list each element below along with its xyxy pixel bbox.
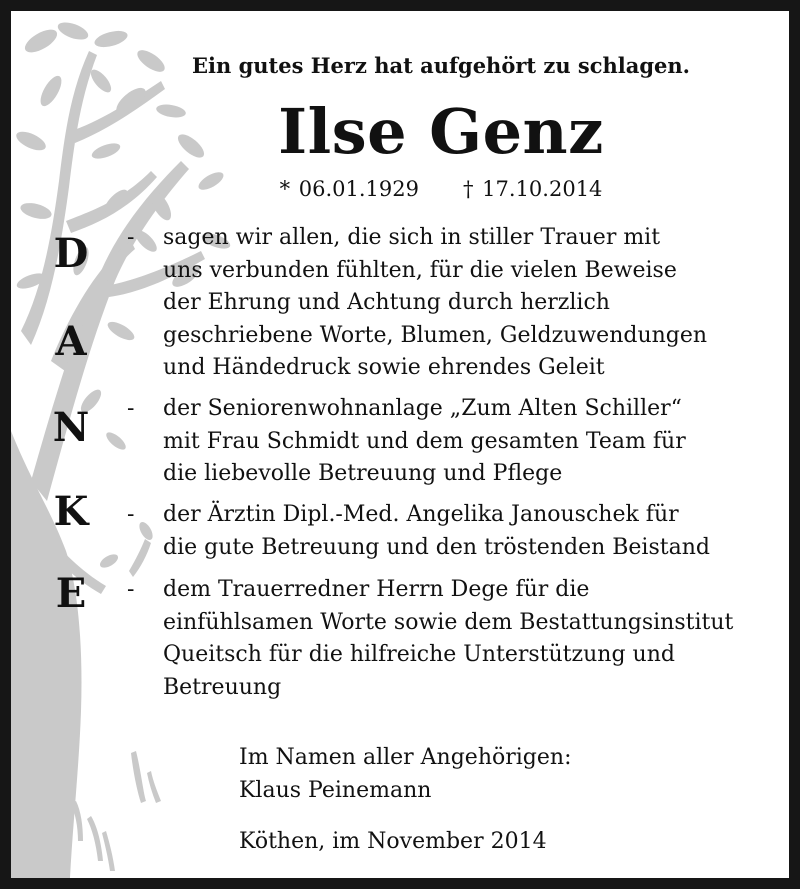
danke-letter-k: K xyxy=(53,488,89,535)
thanks-line: und Händedruck sowie ehrendes Geleit xyxy=(163,355,605,381)
thanks-item-1 xyxy=(163,222,793,385)
thanks-line: die gute Betreuung und den tröstenden Beistand xyxy=(163,534,710,560)
notice-content xyxy=(11,11,800,889)
dash-3: - xyxy=(127,502,135,527)
signer-name: Klaus Peinemann xyxy=(239,778,432,803)
thanks-line: der Seniorenwohnanlage „Zum Alten Schiller“ xyxy=(163,396,682,421)
headline: Ein gutes Herz hat aufgehört zu schlagen. xyxy=(192,53,690,78)
life-dates xyxy=(11,177,800,201)
danke-letter-a: A xyxy=(55,318,87,365)
thanks-line: die liebevolle Betreuung und Pflege xyxy=(163,461,563,487)
dash-4: - xyxy=(127,577,135,602)
dash-1: - xyxy=(127,225,135,250)
thanks-line: geschriebene Worte, Blumen, Geldzuwendungen xyxy=(163,322,708,348)
death-date: † 17.10.2014 xyxy=(463,177,603,201)
thanks-item-3 xyxy=(163,499,793,564)
deceased-name: Ilse Genz xyxy=(278,95,604,168)
thanks-item-2 xyxy=(163,393,793,491)
thanks-line: der Ärztin Dipl.-Med. Angelika Janouschek für xyxy=(163,502,679,527)
thanks-line: uns verbunden fühlten, für die vielen Beweise xyxy=(163,257,677,283)
thanks-line: dem Trauerredner Herrn Dege für die xyxy=(163,577,590,602)
thanks-line: sagen wir allen, die sich in stiller Trauer mit xyxy=(163,225,661,250)
danke-letter-n: N xyxy=(52,404,90,451)
thanks-line: der Ehrung und Achtung durch herzlich xyxy=(163,290,610,316)
thanks-line: Queitsch für die hilfreiche Unterstützung und xyxy=(163,642,675,668)
thanks-line: einfühlsamen Worte sowie dem Bestattungsinstitut xyxy=(163,609,734,635)
birth-date: * 06.01.1929 xyxy=(279,177,419,201)
dash-2: - xyxy=(127,396,135,421)
thanks-item-4 xyxy=(163,574,793,704)
place-date: Köthen, im November 2014 xyxy=(239,829,547,854)
thanks-line: mit Frau Schmidt und dem gesamten Team für xyxy=(163,428,686,454)
thanks-line: Betreuung xyxy=(163,674,282,700)
danke-letter-d: D xyxy=(53,230,89,277)
danke-letter-e: E xyxy=(55,570,87,617)
on-behalf-line: Im Namen aller Angehörigen: xyxy=(239,745,572,770)
